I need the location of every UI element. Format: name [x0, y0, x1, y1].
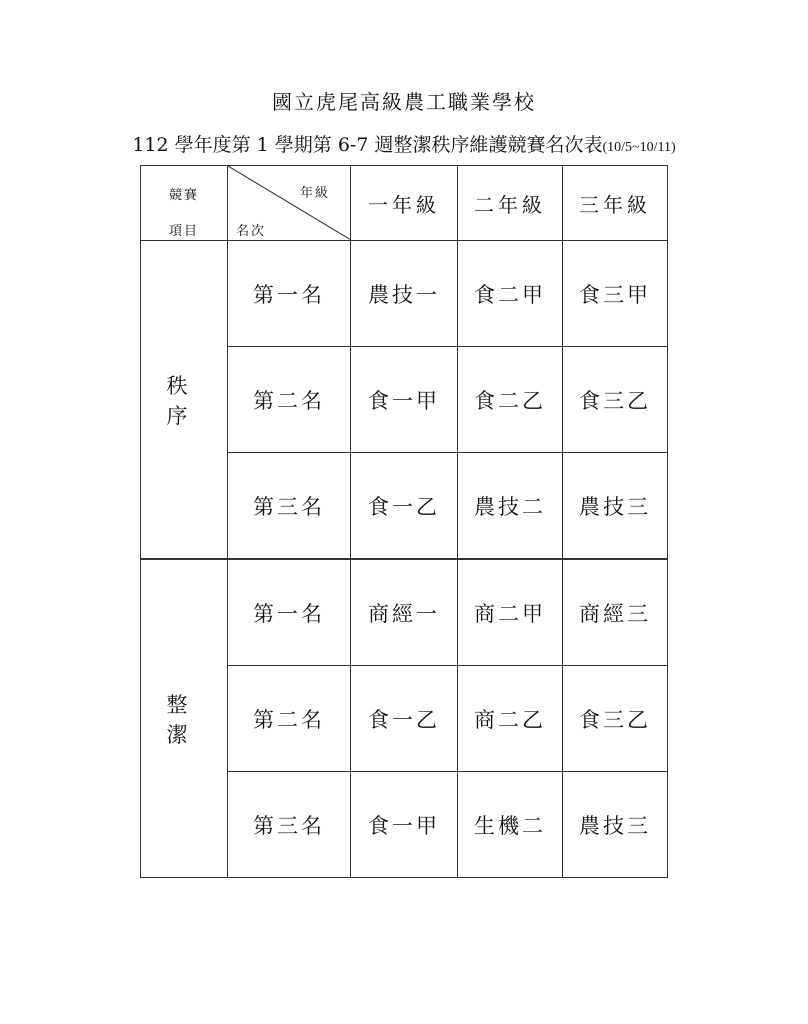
class-cell: 農技三	[563, 772, 668, 878]
table-row	[141, 241, 668, 347]
ranking-table	[140, 165, 668, 878]
header-row	[141, 166, 668, 241]
rank-label: 第一名	[228, 559, 351, 666]
class-cell: 食二乙	[458, 347, 563, 453]
class-cell: 食一甲	[351, 347, 458, 453]
document-title: 國立虎尾高級農工職業學校	[272, 90, 536, 114]
table-row	[141, 559, 668, 666]
class-cell: 食一乙	[351, 453, 458, 560]
category-header-top: 競賽	[168, 188, 199, 203]
class-cell: 商經一	[351, 559, 458, 666]
rank-header-label: 名次	[236, 224, 267, 239]
class-cell: 商經三	[563, 559, 668, 666]
class-cell: 商二甲	[458, 559, 563, 666]
category-header-cell	[141, 166, 228, 241]
rank-label: 第一名	[228, 241, 351, 347]
diagonal-header-cell	[228, 166, 351, 241]
class-cell: 食三乙	[563, 666, 668, 772]
grade-header-3: 三年級	[563, 166, 668, 241]
grade-header-2: 二年級	[458, 166, 563, 241]
date-range: (10/5~10/11)	[602, 140, 676, 155]
class-cell: 食三甲	[563, 241, 668, 347]
section-label-cleanliness: 整 潔	[141, 559, 228, 878]
rank-label: 第三名	[228, 772, 351, 878]
class-cell: 農技一	[351, 241, 458, 347]
rank-label: 第二名	[228, 347, 351, 453]
class-cell: 食三乙	[563, 347, 668, 453]
class-cell: 生機二	[458, 772, 563, 878]
category-header-bottom: 項目	[168, 224, 199, 239]
rank-label: 第三名	[228, 453, 351, 560]
document-subtitle	[0, 130, 808, 157]
class-cell: 農技二	[458, 453, 563, 560]
class-cell: 商二乙	[458, 666, 563, 772]
class-cell: 食一乙	[351, 666, 458, 772]
class-cell: 農技三	[563, 453, 668, 560]
section-label-order: 秩 序	[141, 241, 228, 560]
class-cell: 食一甲	[351, 772, 458, 878]
subtitle-text: 112 學年度第 1 學期第 6-7 週整潔秩序維護競賽名次表	[132, 134, 603, 156]
rank-label: 第二名	[228, 666, 351, 772]
class-cell: 食二甲	[458, 241, 563, 347]
grade-header-1: 一年級	[351, 166, 458, 241]
grade-header-label: 年級	[299, 186, 330, 201]
